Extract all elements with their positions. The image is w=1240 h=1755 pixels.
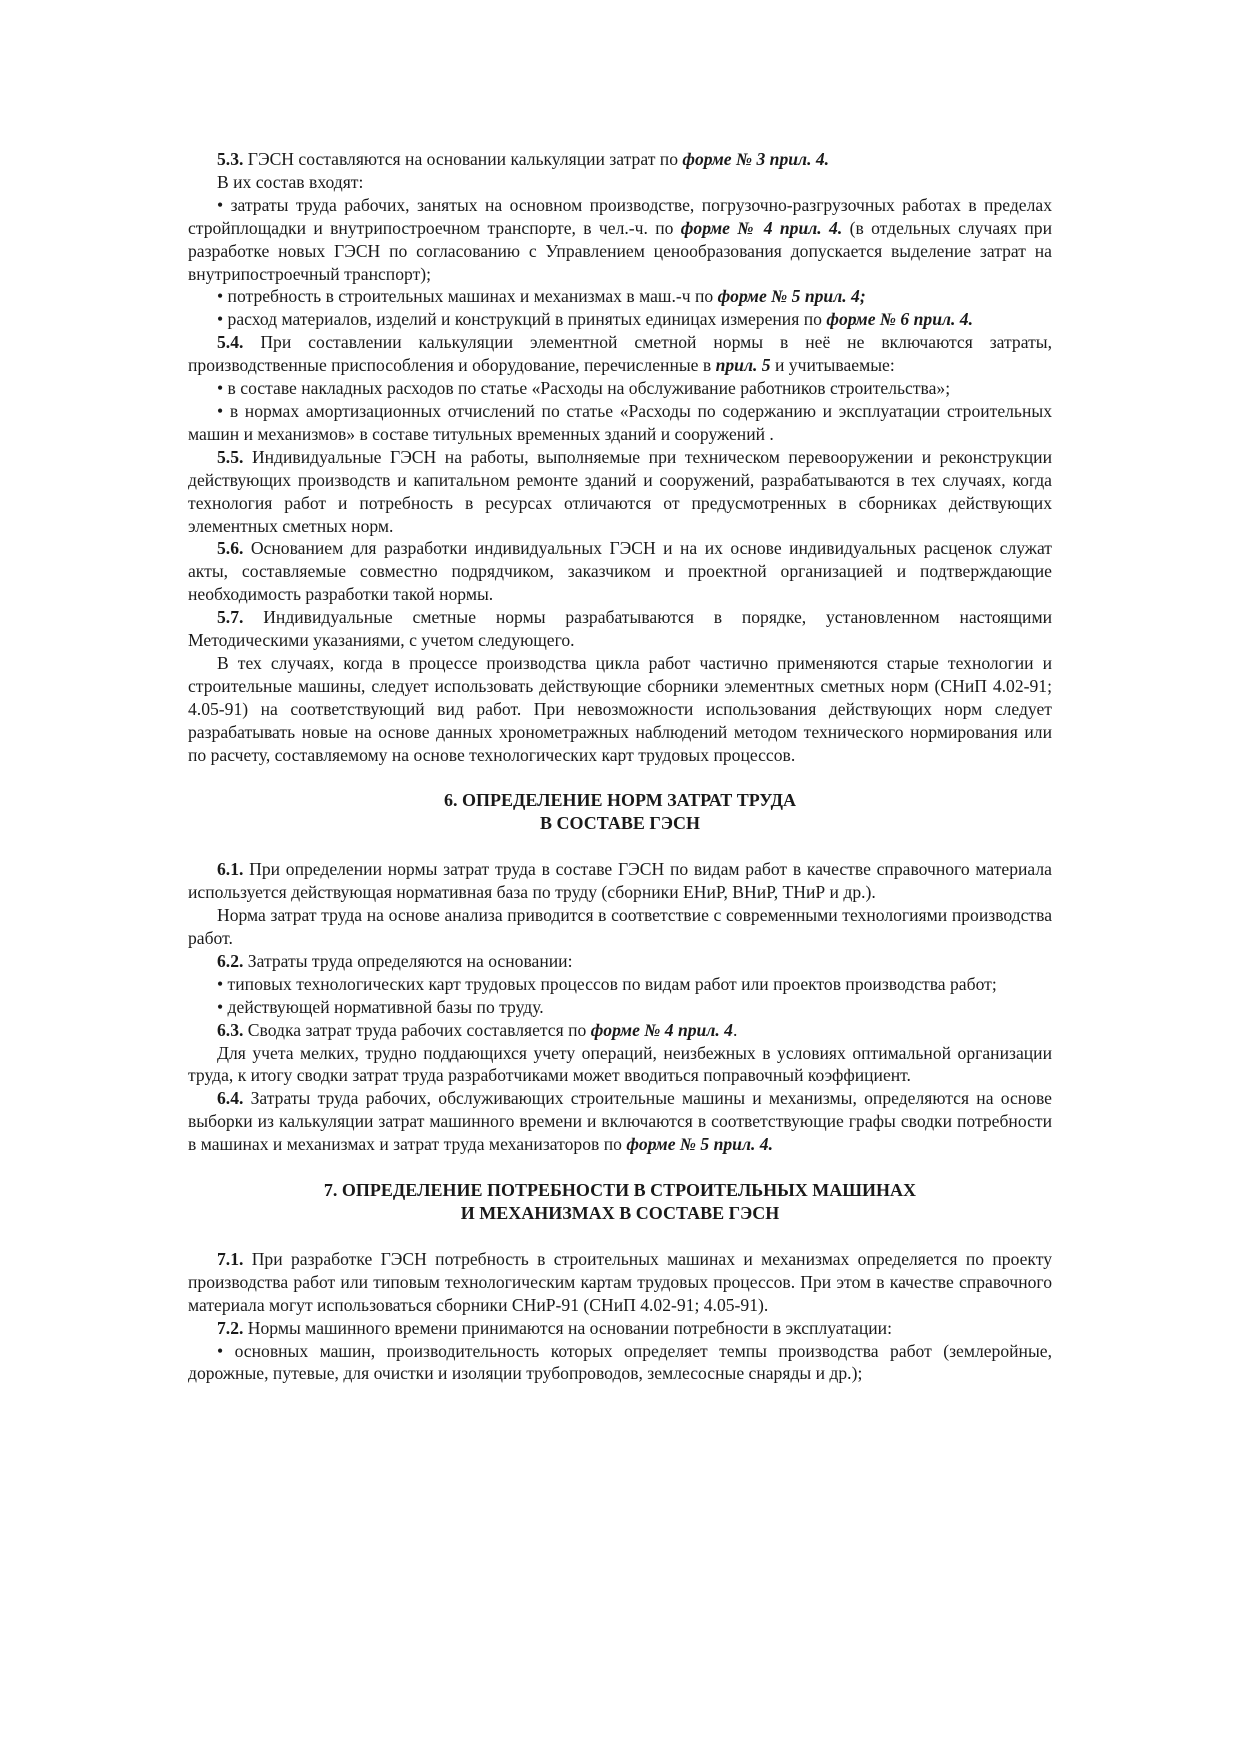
paragraph-5-5: 5.5. Индивидуальные ГЭСН на работы, выполняемые при техническом перевооружении и реконструкции действующих производств и капитальном ремонте зданий и сооружений, разрабатываются в тех случаях, когда технология работ и потребность в ресурсах отличаются от предусмотренных в сборниках действующих элементных сметных норм. <box>188 446 1052 536</box>
form-reference: форме № 4 прил. 4 <box>590 1019 733 1040</box>
clause-number: 5.7. <box>217 607 244 628</box>
form-reference: форме № 5 прил. 4. <box>626 1134 773 1155</box>
paragraph-old-technologies: В тех случаях, когда в процессе производства цикла работ частично применяются старые технологии и строительные машины, следует использовать действующие сборники элементных сметных норм (СНиП 4.02-91; 4.05-91) на соответствующий вид работ. При невозможности использования действующих норм следует разрабатывать новые на основе данных хронометражных наблюдений методом технического нормирования или по расчету, составляемому на основе технологических карт трудовых процессов. <box>188 652 1052 765</box>
paragraph-6-1: 6.1. При определении нормы затрат труда в составе ГЭСН по видам работ в качестве справочного материала используется действующая нормативная база по труду (сборники ЕНиР, ВНиР, ТНиР и др.). <box>188 859 1052 903</box>
clause-number: 6.4. <box>217 1088 244 1109</box>
clause-number: 5.5. <box>217 446 244 467</box>
paragraph-5-6: 5.6. Основанием для разработки индивидуальных ГЭСН и на их основе индивидуальных расценок служат акты, составляемые совместно подрядчиком, заказчиком и проектной организацией и подтверждающие необходимость разработки такой нормы. <box>188 538 1052 605</box>
clause-number: 6.3. <box>217 1019 244 1040</box>
form-reference: форме № 3 прил. 4. <box>682 149 830 169</box>
clause-number: 7.2. <box>217 1317 244 1338</box>
list-item-overhead: • в составе накладных расходов по статье «Расходы на обслуживание работников строительства»; <box>217 378 951 399</box>
clause-number: 6.1. <box>217 859 244 880</box>
list-item-machines-need: • потребность в строительных машинах и механизмах в маш.-ч по форме № 5 прил. 4; <box>217 286 866 307</box>
clause-number: 5.4. <box>217 332 244 353</box>
section-6-heading: 6. ОПРЕДЕЛЕНИЕ НОРМ ЗАТРАТ ТРУДА В СОСТАВЕ ГЭСН <box>443 790 797 834</box>
list-item-main-machines: • основных машин, производительность которых определяет темпы производства работ (землеройные, дорожные, путевые, для очистки и изоляции трубопроводов, землесосные снаряды и др.); <box>188 1340 1052 1384</box>
clause-number: 5.3. <box>217 149 244 169</box>
list-item-labor-costs: • затраты труда рабочих, занятых на основном производстве, погрузочно-разгрузочных работах в пределах стройплощадки и внутрипостроечном транспорте, в чел.-ч. по форме № 4 прил. 4. (в отдельных случаях при разработке новых ГЭСН по согласованию с Управлением ценообразования допускается выделение затрат на внутрипостроечный транспорт); <box>188 194 1052 284</box>
paragraph-7-1: 7.1. При разработке ГЭСН потребность в строительных машинах и механизмах определяется по проекту производства работ или типовым технологическим картам трудовых процессов. При этом в качестве справочного материала могут использоваться сборники СНиР-91 (СНиП 4.02-91; 4.05-91). <box>188 1248 1052 1315</box>
section-7-heading: 7. ОПРЕДЕЛЕНИЕ ПОТРЕБНОСТИ В СТРОИТЕЛЬНЫХ МАШИНАХ И МЕХАНИЗМАХ В СОСТАВЕ ГЭСН <box>323 1180 917 1223</box>
paragraph-6-3: 6.3. Сводка затрат труда рабочих составляется по форме № 4 прил. 4. <box>217 1019 738 1040</box>
form-reference: форме № 5 прил. 4; <box>717 286 866 307</box>
document-page <box>188 148 1052 1385</box>
paragraph-7-2: 7.2. Нормы машинного времени принимаются на основании потребности в эксплуатации: <box>217 1317 892 1338</box>
list-item-depreciation: • в нормах амортизационных отчислений по статье «Расходы по содержанию и эксплуатации строительных машин и механизмов» в составе титульных временных зданий и сооружений . <box>188 400 1052 444</box>
clause-number: 7.1. <box>217 1248 244 1269</box>
list-item-normative-base: • действующей нормативной базы по труду. <box>217 996 544 1017</box>
paragraph-5-7: 5.7. Индивидуальные сметные нормы разрабатываются в порядке, установленном настоящими Методическими указаниями, с учетом следующего. <box>188 607 1052 651</box>
paragraph-6-2: 6.2. Затраты труда определяются на основании: <box>217 950 573 971</box>
list-item-tech-cards: • типовых технологических карт трудовых процессов по видам работ или проектов производства работ; <box>217 973 997 994</box>
clause-number: 6.2. <box>217 950 244 971</box>
paragraph-correction-factor: Для учета мелких, трудно поддающихся учету операций, неизбежных в условиях оптимальной организации труда, к итогу сводки затрат труда разработчиками может вводиться поправочный коэффициент. <box>188 1042 1052 1086</box>
form-reference: форме № 6 прил. 4. <box>826 309 973 330</box>
clause-number: 5.6. <box>217 538 244 559</box>
paragraph-5-3: 5.3. ГЭСН составляются на основании калькуляции затрат по форме № 3 прил. 4. <box>217 149 830 169</box>
paragraph-5-4: 5.4. При составлении калькуляции элементной сметной нормы в неё не включаются затраты, производственные приспособления и оборудование, перечисленные в прил. 5 и учитываемые: <box>188 332 1052 376</box>
paragraph-composition-intro: В их состав входят: <box>217 171 364 192</box>
paragraph-6-4: 6.4. Затраты труда рабочих, обслуживающих строительные машины и механизмы, определяются на основе выборки из калькуляции затрат машинного времени и включаются в соответствующие графы сводки потребности в машинах и механизмах и затрат труда механизаторов по форме № 5 прил. 4. <box>188 1088 1052 1155</box>
paragraph-labor-norm: Норма затрат труда на основе анализа приводится в соответствие с современными технологиями производства работ. <box>188 905 1052 948</box>
form-reference: форме № 4 прил. 4. <box>680 217 843 238</box>
appendix-reference: прил. 5 <box>715 355 771 376</box>
list-item-materials: • расход материалов, изделий и конструкций в принятых единицах измерения по форме № 6 прил. 4. <box>217 309 973 330</box>
